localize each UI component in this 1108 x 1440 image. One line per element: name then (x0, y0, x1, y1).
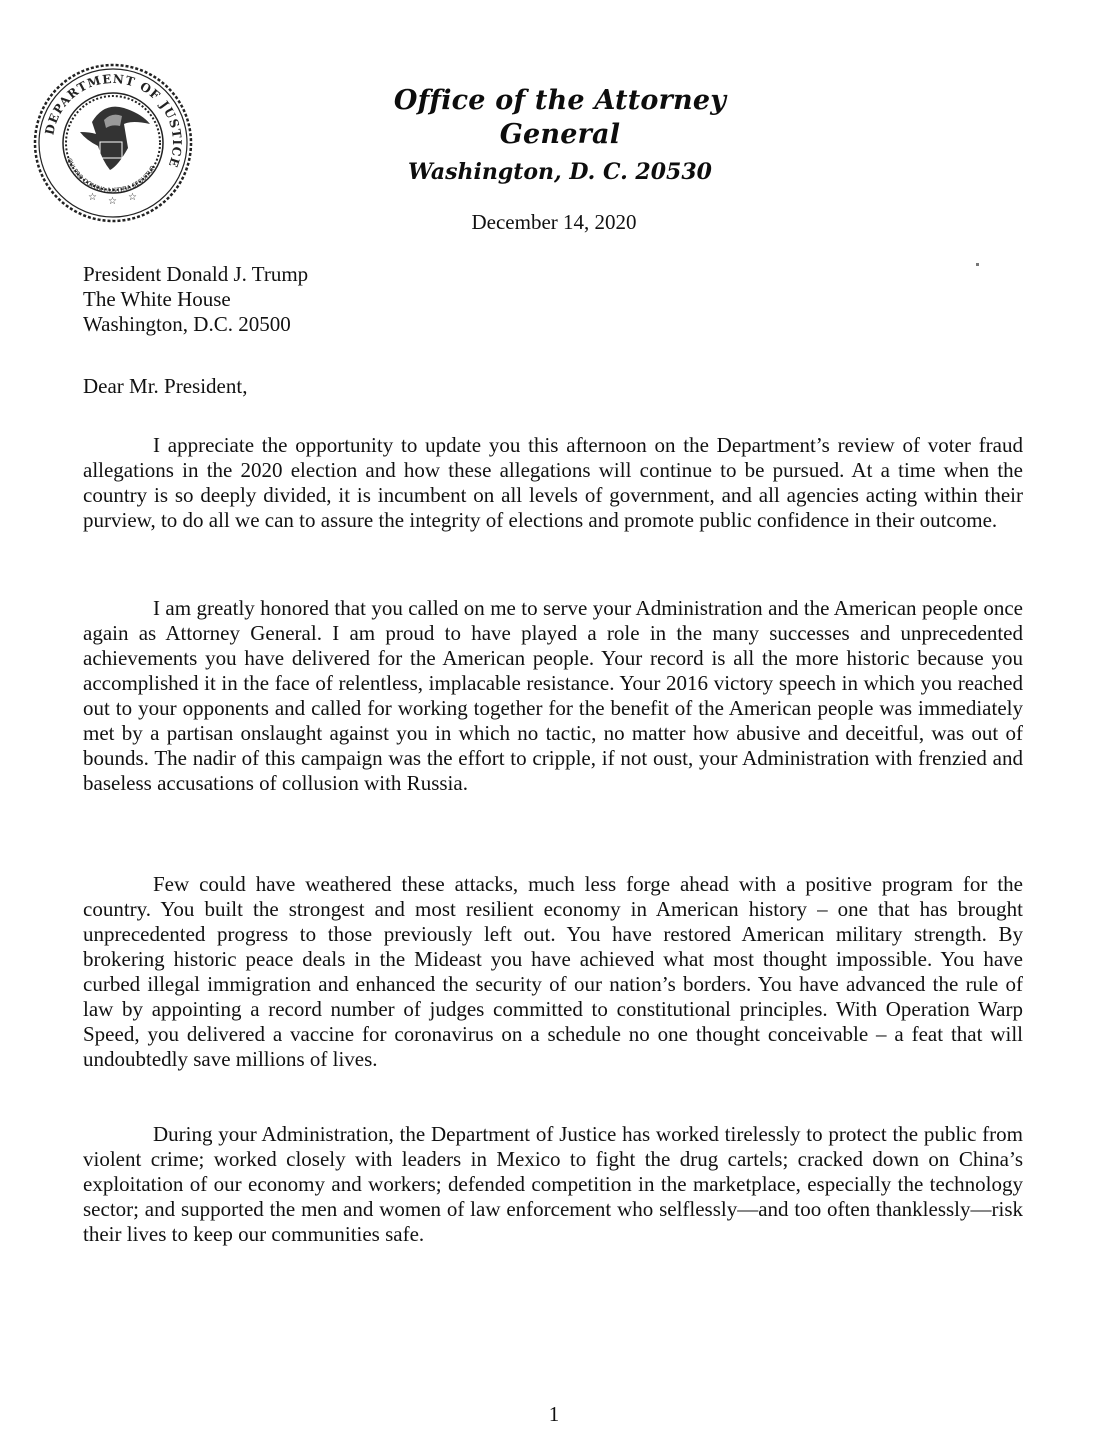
svg-text:☆: ☆ (128, 192, 137, 203)
letter-date: December 14, 2020 (471, 210, 637, 234)
body-paragraph: I am greatly honored that you called on me to serve your Administration and the American people once again as Attorney General. I am proud to have played a role in the many successes and unprecedented achievements you have delivered for the American people. Your record is all the more historic because you accomplished it in the face of relentless, implacable resistance. Your 2016 victory speech in which you reached out to your opponents and called for working together for the benefit of the American people was immediately met by a partisan onslaught against you in which no tactic, no matter how abusive and deceitful, was out of bounds. The nadir of this campaign was the effort to cripple, if not oust, your Administration with frenzied and baseless accusations of collusion with Russia. (83, 596, 1023, 795)
recipient-line: President Donald J. Trump (83, 262, 309, 286)
recipient-address (83, 262, 1023, 337)
salutation: Dear Mr. President, (83, 374, 248, 398)
body-paragraph: Few could have weathered these attacks, much less forge ahead with a positive program for the country. You built the strongest and most resilient economy in American history – one that has brought unprecedented progress to those previously left out. You have restored American military strength. By brokering historic peace deals in the Mideast you have achieved what most thought impossible. You have curbed illegal immigration and enhanced the security of our nation’s borders. You have advanced the rule of law by appointing a record number of judges committed to constitutional principles. With Operation Warp Speed, you delivered a vaccine for coronavirus on a schedule no one thought conceivable – a feat that will undoubtedly save millions of lives. (83, 872, 1023, 1071)
letterhead (330, 84, 790, 188)
office-title: Office of the Attorney General (393, 85, 727, 150)
page-number: 1 (548, 1402, 560, 1426)
svg-text:DEPARTMENT OF JUSTICE: DEPARTMENT OF JUSTICE (42, 71, 185, 170)
body-paragraph: During your Administration, the Department of Justice has worked tirelessly to protect the public from violent crime; worked closely with leaders in Mexico to fight the drug cartels; cracked down on China’s exploitation of our economy and workers; defended competition in the marketplace, especially the technology sector; and supported the men and women of law enforcement who selflessly—and too often thanklessly—risk their lives to keep our communities safe. (83, 1122, 1023, 1246)
recipient-line: The White House (83, 287, 231, 311)
svg-text:☆: ☆ (88, 192, 97, 203)
recipient-line: Washington, D.C. 20500 (83, 312, 291, 336)
svg-text:☆: ☆ (108, 196, 117, 207)
svg-text:QUI PRO DOMINA JUSTITIA SEQUIT: QUI PRO DOMINA JUSTITIA SEQUITUR (65, 157, 158, 195)
body-paragraph: I appreciate the opportunity to update you this afternoon on the Department’s review of voter fraud allegations in the 2020 election and how these allegations will continue to be pursued. At a time when the country is so deeply divided, it is incumbent on all levels of government, and all agencies acting within their purview, to do all we can to assure the integrity of elections and promote public confidence in their outcome. (83, 433, 1023, 532)
department-of-justice-seal-icon (32, 62, 194, 224)
office-address: Washington, D. C. 20530 (408, 159, 712, 185)
